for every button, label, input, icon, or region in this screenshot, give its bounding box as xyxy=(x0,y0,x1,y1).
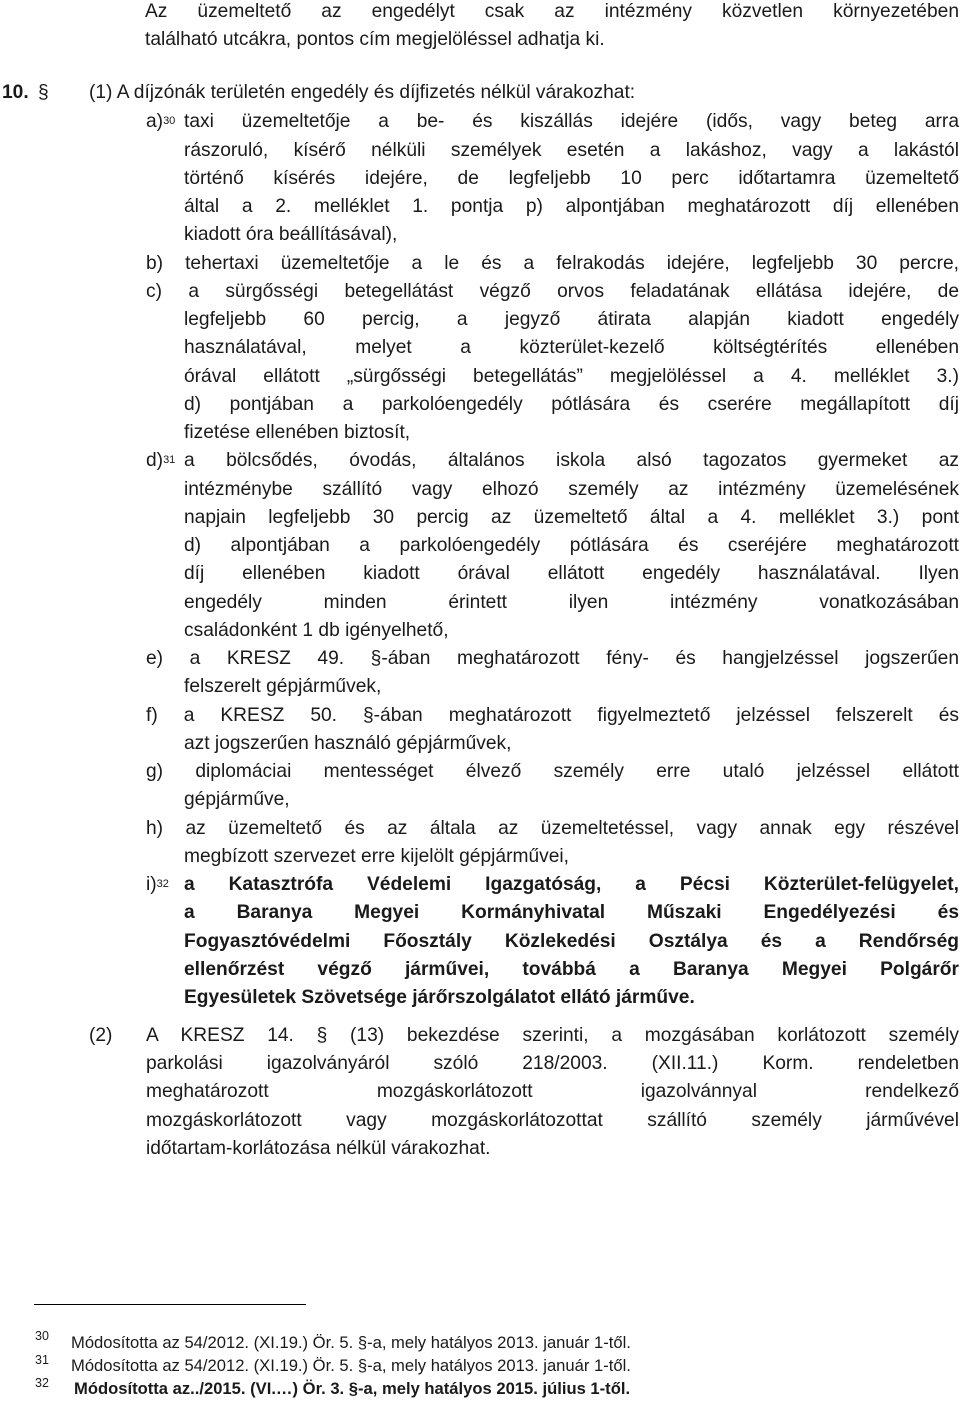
item-i-line-1: a Katasztrófa Védelemi Igazgatóság, a Pécsi Közterület-felügyelet, xyxy=(184,874,959,895)
footnote-ref-32[interactable]: 32 xyxy=(156,878,169,890)
item-d-line-1: a bölcsődés, óvodás, általános iskola alsó tagozatos gyermeket az xyxy=(184,450,959,471)
item-i-line-4: ellenőrzést végző járművei, továbbá a Baranya Megyei Polgárőr xyxy=(184,959,959,980)
item-e-line-1: e) a KRESZ 49. §-ában meghatározott fény- és hangjelzéssel jogszerűen xyxy=(146,648,959,669)
footnote-number: 31 xyxy=(35,1353,49,1367)
item-a-line-3: történő kísérés idejére, de legfeljebb 10 perc időtartamra üzemeltető xyxy=(184,168,959,189)
footnote-text: Módosította az../2015. (VI.…) Ör. 3. §-a, mely hatályos 2015. július 1-től. xyxy=(74,1379,631,1398)
item-i-line-2: a Baranya Megyei Kormányhivatal Műszaki Engedélyezési és xyxy=(184,902,959,923)
footnote-number: 30 xyxy=(35,1329,49,1343)
item-i-line-5: Egyesületek Szövetsége járőrszolgálatot ellátó járműve. xyxy=(184,987,695,1008)
item-d-label: d)$^{31}$ xyxy=(146,450,176,471)
paragraph-2-line-4: mozgáskorlátozott vagy mozgáskorlátozottat szállító személy járművével xyxy=(146,1110,959,1131)
item-i-line-3: Fogyasztóvédelmi Főosztály Közlekedési Osztálya és a Rendőrség xyxy=(184,931,959,952)
footnote-number: 32 xyxy=(35,1376,49,1390)
footnote-text: Módosította az 54/2012. (XI.19.) Ör. 5. §-a, mely hatályos 2013. január 1-től. xyxy=(71,1356,631,1375)
item-h-line-2: megbízott szervezet erre kijelölt gépjárművei, xyxy=(184,846,569,867)
item-g-line-1: g) diplomáciai mentességet élvező személy erre utaló jelzéssel ellátott xyxy=(146,761,959,782)
item-c-line-4: órával ellátott „sürgősségi betegellátás” megjelöléssel a 4. melléklet 3.) xyxy=(184,366,959,387)
item-a-label: a)$^{30}$ xyxy=(146,111,176,132)
item-i-label: i)$^{32}$ xyxy=(146,874,169,895)
item-g-line-2: gépjárműve, xyxy=(184,789,290,810)
item-c-line-2: legfeljebb 60 percig, a jegyző átirata alapján kiadott engedély xyxy=(184,309,959,330)
item-f-line-1: f) a KRESZ 50. §-ában meghatározott figyelmeztető jelzéssel felszerelt és xyxy=(146,705,959,726)
section-sign: § xyxy=(38,82,49,103)
item-d-line-6: engedély minden érintett ilyen intézmény vonatkozásában xyxy=(184,592,959,613)
footnote-separator xyxy=(34,1304,306,1305)
item-c-line-1: c) a sürgősségi betegellátást végző orvos feladatának ellátása idejére, de xyxy=(146,281,959,302)
paragraph-2-line-5: időtartam-korlátozása nélkül várakozhat. xyxy=(146,1138,491,1159)
paragraph-2-line-3: meghatározott mozgáskorlátozott igazolvánnyal rendelkező xyxy=(146,1081,959,1102)
item-b-line-1: b) tehertaxi üzemeltetője a le és a felrakodás idejére, legfeljebb 30 percre, xyxy=(146,253,959,274)
item-d-line-4: d) alpontjában a parkolóengedély pótlására és cseréjére meghatározott xyxy=(184,535,959,556)
paragraph-2-line-2: parkolási igazolványáról szóló 218/2003. (XII.11.) Korm. rendeletben xyxy=(146,1053,959,1074)
intro-line-1: Az üzemeltető az engedélyt csak az intézmény közvetlen környezetében xyxy=(145,1,959,22)
item-d-line-3: napjain legfeljebb 30 percig az üzemeltető által a 4. melléklet 3.) pont xyxy=(184,507,959,528)
paragraph-1-heading: (1) A díjzónák területén engedély és díjfizetés nélkül várakozhat: xyxy=(89,82,636,103)
footnote-ref-30[interactable]: 30 xyxy=(163,115,176,127)
item-c-line-3: használatával, melyet a közterület-kezelő költségtérítés ellenében xyxy=(184,337,959,358)
item-c-line-5: d) pontjában a parkolóengedély pótlására és cserére megállapított díj xyxy=(184,394,959,415)
item-d-line-5: díj ellenében kiadott órával ellátott engedély használatával. Ilyen xyxy=(184,563,959,584)
item-a-line-5: kiadott óra beállításával), xyxy=(184,224,398,245)
paragraph-2-line-1: A KRESZ 14. § (13) bekezdése szerinti, a mozgásában korlátozott személy xyxy=(146,1025,959,1046)
item-a-line-2: rászoruló, kísérő nélküli személyek esetén a lakáshoz, vagy a lakástól xyxy=(184,140,959,161)
item-d-line-2: intézménybe szállító vagy elhozó személy az intézmény üzemelésének xyxy=(184,479,959,500)
item-d-line-7: családonként 1 db igényelhető, xyxy=(184,620,449,641)
footnote-text: Módosította az 54/2012. (XI.19.) Ör. 5. §-a, mely hatályos 2013. január 1-től. xyxy=(71,1333,631,1352)
item-c-line-6: fizetése ellenében biztosít, xyxy=(184,422,411,443)
item-a-line-1: taxi üzemeltetője a be- és kiszállás idejére (idős, vagy beteg arra xyxy=(184,111,959,132)
section-number: 10. xyxy=(2,82,29,103)
paragraph-2-label: (2) xyxy=(89,1025,113,1046)
item-h-line-1: h) az üzemeltető és az általa az üzemeltetéssel, vagy annak egy részével xyxy=(146,818,959,839)
intro-line-2: található utcákra, pontos cím megjelöléssel adhatja ki. xyxy=(145,29,605,50)
item-e-line-2: felszerelt gépjárművek, xyxy=(184,676,382,697)
item-f-line-2: azt jogszerűen használó gépjárművek, xyxy=(184,733,512,754)
item-a-line-4: által a 2. melléklet 1. pontja p) alpontjában meghatározott díj ellenében xyxy=(184,196,959,217)
footnote-ref-31[interactable]: 31 xyxy=(163,454,176,466)
